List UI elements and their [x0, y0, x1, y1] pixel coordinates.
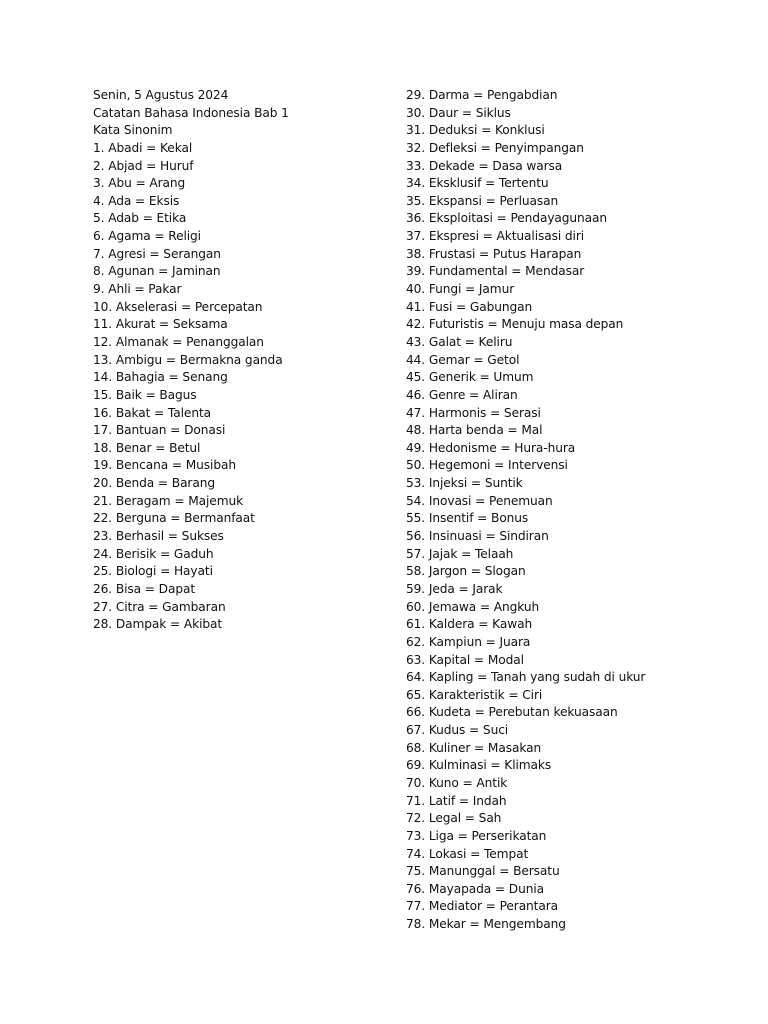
synonym-list-item: 53. Injeksi = Suntik	[406, 476, 523, 491]
synonym-list-item: 9. Ahli = Pakar	[93, 282, 182, 297]
synonym-list-item: 4. Ada = Eksis	[93, 193, 180, 208]
synonym-list-item: 6. Agama = Religi	[93, 229, 201, 244]
synonym-list-item: 28. Dampak = Akibat	[93, 617, 223, 632]
synonym-list-item: 67. Kudus = Suci	[406, 723, 509, 738]
synonym-list-item: 11. Akurat = Seksama	[93, 317, 228, 332]
synonym-list-item: 48. Harta benda = Mal	[406, 423, 543, 438]
synonym-list-item: 29. Darma = Pengabdian	[406, 88, 558, 102]
synonym-list-item: 16. Bakat = Talenta	[93, 405, 211, 420]
synonym-list-item: 59. Jeda = Jarak	[406, 581, 503, 596]
synonym-list-item: 72. Legal = Sah	[406, 811, 502, 826]
synonym-list-item: 37. Ekspresi = Aktualisasi diri	[406, 229, 585, 244]
synonym-list-item: 77. Mediator = Perantara	[406, 899, 559, 914]
synonym-list-item: 2. Abjad = Huruf	[93, 158, 194, 173]
synonym-list-item: 44. Gemar = Getol	[406, 352, 520, 367]
document-date: Senin, 5 Agustus 2024	[93, 88, 229, 102]
synonym-list-item: 74. Lokasi = Tempat	[406, 846, 529, 861]
synonym-list-item: 55. Insentif = Bonus	[406, 511, 529, 526]
synonym-list-item: 61. Kaldera = Kawah	[406, 617, 533, 632]
synonym-list-item: 34. Eksklusif = Tertentu	[406, 176, 549, 191]
synonym-list-item: 7. Agresi = Serangan	[93, 246, 221, 261]
synonym-list-item: 39. Fundamental = Mendasar	[406, 264, 585, 279]
synonym-list-item: 12. Almanak = Penanggalan	[93, 334, 264, 349]
synonym-list-item: 19. Bencana = Musibah	[93, 458, 236, 473]
synonym-list-item: 23. Berhasil = Sukses	[93, 529, 224, 544]
synonym-list-item: 18. Benar = Betul	[93, 440, 201, 455]
synonym-list-item: 14. Bahagia = Senang	[93, 370, 228, 385]
left-column	[93, 87, 289, 634]
synonym-list-item: 3. Abu = Arang	[93, 176, 186, 191]
synonym-list-item: 10. Akselerasi = Percepatan	[93, 299, 263, 314]
synonym-list-left	[93, 140, 289, 634]
synonym-list-item: 66. Kudeta = Perebutan kekuasaan	[406, 705, 618, 720]
synonym-list-item: 26. Bisa = Dapat	[93, 581, 196, 596]
synonym-list-item: 56. Insinuasi = Sindiran	[406, 529, 549, 544]
synonym-list-item: 40. Fungi = Jamur	[406, 282, 515, 297]
synonym-list-item: 25. Biologi = Hayati	[93, 564, 213, 579]
synonym-list-item: 71. Latif = Indah	[406, 793, 507, 808]
synonym-list-item: 43. Galat = Keliru	[406, 334, 513, 349]
synonym-list-item: 76. Mayapada = Dunia	[406, 881, 544, 896]
synonym-list-item: 47. Harmonis = Serasi	[406, 405, 541, 420]
synonym-list-item: 78. Mekar = Mengembang	[406, 917, 566, 932]
synonym-list-item: 46. Genre = Aliran	[406, 387, 518, 402]
synonym-list-item: 36. Eksploitasi = Pendayagunaan	[406, 211, 608, 226]
synonym-list-item: 22. Berguna = Bermanfaat	[93, 511, 255, 526]
synonym-list-item: 49. Hedonisme = Hura-hura	[406, 440, 576, 455]
synonym-list-item: 69. Kulminasi = Klimaks	[406, 758, 552, 773]
synonym-list-item: 13. Ambigu = Bermakna ganda	[93, 352, 283, 367]
synonym-list-item: 41. Fusi = Gabungan	[406, 299, 533, 314]
synonym-list-item: 1. Abadi = Kekal	[93, 140, 193, 155]
synonym-list-item: 45. Generik = Umum	[406, 370, 534, 385]
synonym-list-item: 75. Manunggal = Bersatu	[406, 864, 560, 879]
synonym-list-item: 35. Ekspansi = Perluasan	[406, 193, 559, 208]
synonym-list-item: 8. Agunan = Jaminan	[93, 264, 221, 279]
synonym-list-item: 27. Citra = Gambaran	[93, 599, 226, 614]
synonym-list-item: 24. Berisik = Gaduh	[93, 546, 214, 561]
synonym-list-item: 50. Hegemoni = Intervensi	[406, 458, 568, 473]
synonym-list-item: 70. Kuno = Antik	[406, 775, 508, 790]
synonym-list-item: 31. Deduksi = Konklusi	[406, 123, 545, 138]
synonym-list-item: 57. Jajak = Telaah	[406, 546, 514, 561]
synonym-list-item: 15. Baik = Bagus	[93, 387, 197, 402]
document-subtitle: Kata Sinonim	[93, 123, 173, 138]
synonym-list-item: 33. Dekade = Dasa warsa	[406, 158, 563, 173]
synonym-list-item: 30. Daur = Siklus	[406, 105, 511, 120]
synonym-list-item: 63. Kapital = Modal	[406, 652, 524, 667]
synonym-list-item: 21. Beragam = Majemuk	[93, 493, 244, 508]
synonym-list-item: 58. Jargon = Slogan	[406, 564, 526, 579]
synonym-list-item: 5. Adab = Etika	[93, 211, 187, 226]
synonym-list-item: 65. Karakteristik = Ciri	[406, 687, 543, 702]
synonym-list-item: 60. Jemawa = Angkuh	[406, 599, 540, 614]
synonym-list-item: 54. Inovasi = Penemuan	[406, 493, 553, 508]
synonym-list-item: 68. Kuliner = Masakan	[406, 740, 542, 755]
synonym-list-item: 62. Kampiun = Juara	[406, 634, 531, 649]
synonym-list-item: 42. Futuristis = Menuju masa depan	[406, 317, 624, 332]
synonym-list-item: 32. Defleksi = Penyimpangan	[406, 140, 584, 155]
synonym-list-item: 73. Liga = Perserikatan	[406, 828, 547, 843]
right-column	[406, 87, 645, 934]
synonym-list-item: 20. Benda = Barang	[93, 476, 215, 491]
synonym-list-item: 17. Bantuan = Donasi	[93, 423, 226, 438]
synonym-list-right	[406, 87, 645, 934]
synonym-list-item: 64. Kapling = Tanah yang sudah di ukur	[406, 670, 646, 685]
document-title: Catatan Bahasa Indonesia Bab 1	[93, 105, 289, 120]
synonym-list-item: 38. Frustasi = Putus Harapan	[406, 246, 582, 261]
